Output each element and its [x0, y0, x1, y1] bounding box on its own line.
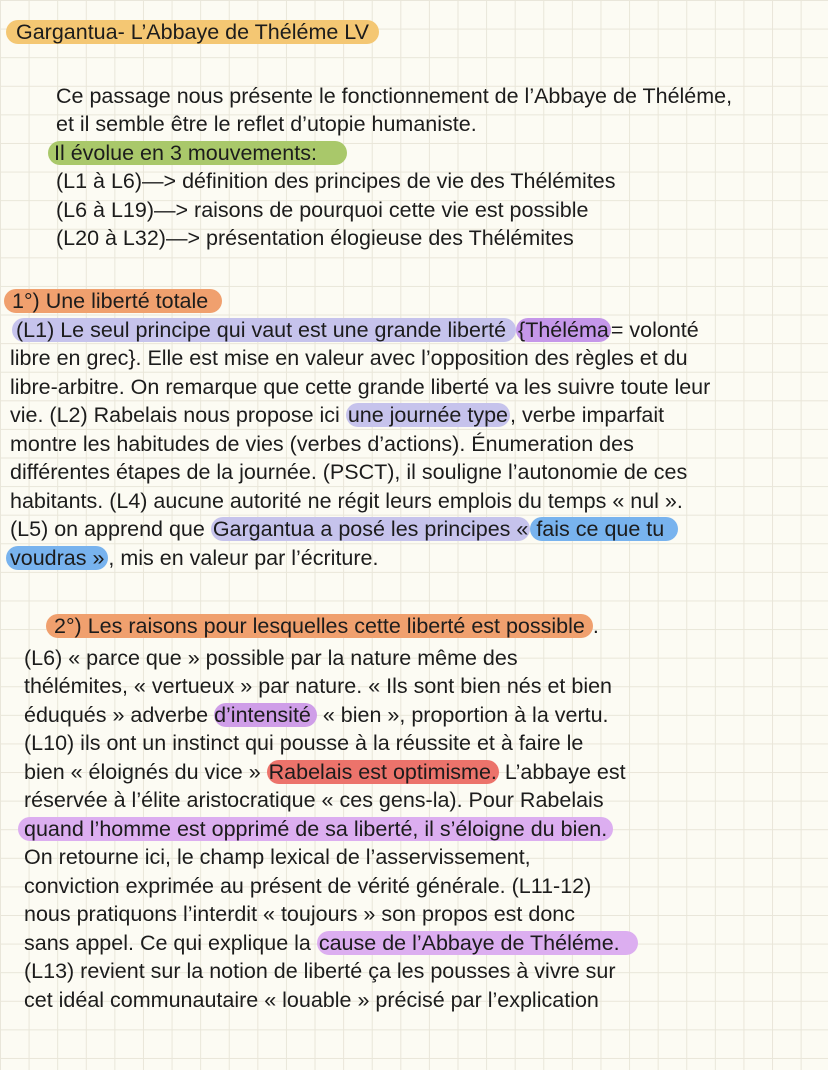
s2-line-3-start: éduqués » adverbe [24, 703, 215, 727]
s2-line-6: réservée à l’élite aristocratique « ces gens-la). Pour Rabelais [24, 788, 604, 812]
s1-line-8-start: (L5) on apprend que [10, 517, 211, 541]
s2-line-8: On retourne ici, le champ lexical de l’asservissement, [24, 845, 531, 869]
s2-line-5-tail: L’abbaye est [498, 760, 626, 784]
s2-line-11-start: sans appel. Ce qui explique la [24, 931, 317, 955]
section1-heading [4, 287, 222, 315]
s2-line-10: nous pratiquons l’interdit « toujours » son propos est donc [24, 902, 575, 926]
s2-line-3 [24, 701, 609, 729]
s2-line-3-tail: « bien », proportion à la vertu. [316, 703, 609, 727]
s1-line-2: libre en grec}. Elle est mise en valeur avec l’opposition des règles et du [10, 346, 688, 370]
s2-line-9: conviction exprimée au présent de vérité générale. (L11-12) [24, 874, 592, 898]
section2-heading-tail: . [592, 614, 599, 638]
intro-line-2: et il semble être le reflet d’utopie humaniste. [56, 112, 477, 136]
section1-heading-highlight: 1°) Une liberté totale [4, 289, 222, 313]
s1-thelema-highlight: {Théléma [518, 318, 609, 342]
s1-line-3: libre-arbitre. On remarque que cette grande liberté va les suivre toute leur [10, 375, 711, 399]
s2-cause-highlight: cause de l’Abbaye de Théléme. [317, 931, 638, 955]
s1-line-5: montre les habitudes de vies (verbes d’actions). Énumeration des [10, 432, 634, 456]
movement-3: (L20 à L32)—> présentation élogieuse des Thélémites [56, 226, 574, 250]
s2-line-11 [24, 929, 638, 957]
movement-2: (L6 à L19)—> raisons de pourquoi cette vie est possible [56, 198, 589, 222]
s1-line-4 [10, 401, 664, 429]
page-title [6, 18, 379, 46]
section2-heading [46, 612, 599, 640]
s2-line-1: (L6) « parce que » possible par la nature même des [24, 646, 518, 670]
intro-line-1: Ce passage nous présente le fonctionnement de l’Abbaye de Théléme, [56, 84, 733, 108]
s1-line-9 [6, 544, 378, 572]
s2-line-5-start: bien « éloignés du vice » [24, 760, 267, 784]
movements-heading [48, 139, 347, 167]
s2-line-4: (L10) ils ont un instinct qui pousse à la réussite et à faire le [24, 731, 584, 755]
s1-line-4-tail: , verbe imparfait [510, 403, 665, 427]
s2-line-5 [24, 758, 626, 786]
s2-line-13: cet idéal communautaire « louable » précisé par l’explication [24, 988, 599, 1012]
s2-line-12: (L13) revient sur la notion de liberté ça les pousses à vivre sur [24, 959, 616, 983]
s1-quote-highlight: fais ce que tu [530, 517, 678, 541]
s2-intensite-highlight: d’intensité [214, 703, 317, 727]
s1-line-1 [12, 316, 699, 344]
s1-line-4-start: vie. (L2) Rabelais nous propose ici [10, 403, 346, 427]
s1-journee-highlight: une journée type [347, 403, 508, 427]
s2-line-2: thélémites, « vertueux » par nature. « Ils sont bien nés et bien [24, 674, 613, 698]
s2-optimisme-highlight: Rabelais est optimisme. [268, 760, 497, 784]
movement-1: (L1 à L6)—> définition des principes de vie des Thélémites [56, 169, 616, 193]
title-highlight: Gargantua- L’Abbaye de Théléme LV [6, 20, 379, 44]
s1-line-1-tail: = volonté [610, 318, 699, 342]
movements-highlight: Il évolue en 3 mouvements: [48, 141, 347, 165]
s1-line-8 [10, 515, 678, 543]
s1-quote-highlight-end: voudras » [6, 546, 108, 570]
s1-line-9-tail: , mis en valeur par l’écriture. [108, 546, 379, 570]
s1-line-6: différentes étapes de la journée. (PSCT), il souligne l’autonomie de ces [10, 460, 688, 484]
s2-oppression-highlight: quand l’homme est opprimé de sa liberté, il s’éloigne du bien. [18, 817, 613, 841]
s1-line-7: habitants. (L4) aucune autorité ne régit leurs emplois du temps « nul ». [10, 489, 683, 513]
s1-gargantua-highlight: Gargantua a posé les principes « [212, 517, 529, 541]
s2-line-7 [18, 815, 613, 843]
s1-principle-highlight: (L1) Le seul principe qui vaut est une grande liberté [12, 318, 516, 342]
section2-heading-highlight: 2°) Les raisons pour lesquelles cette liberté est possible [46, 614, 593, 638]
